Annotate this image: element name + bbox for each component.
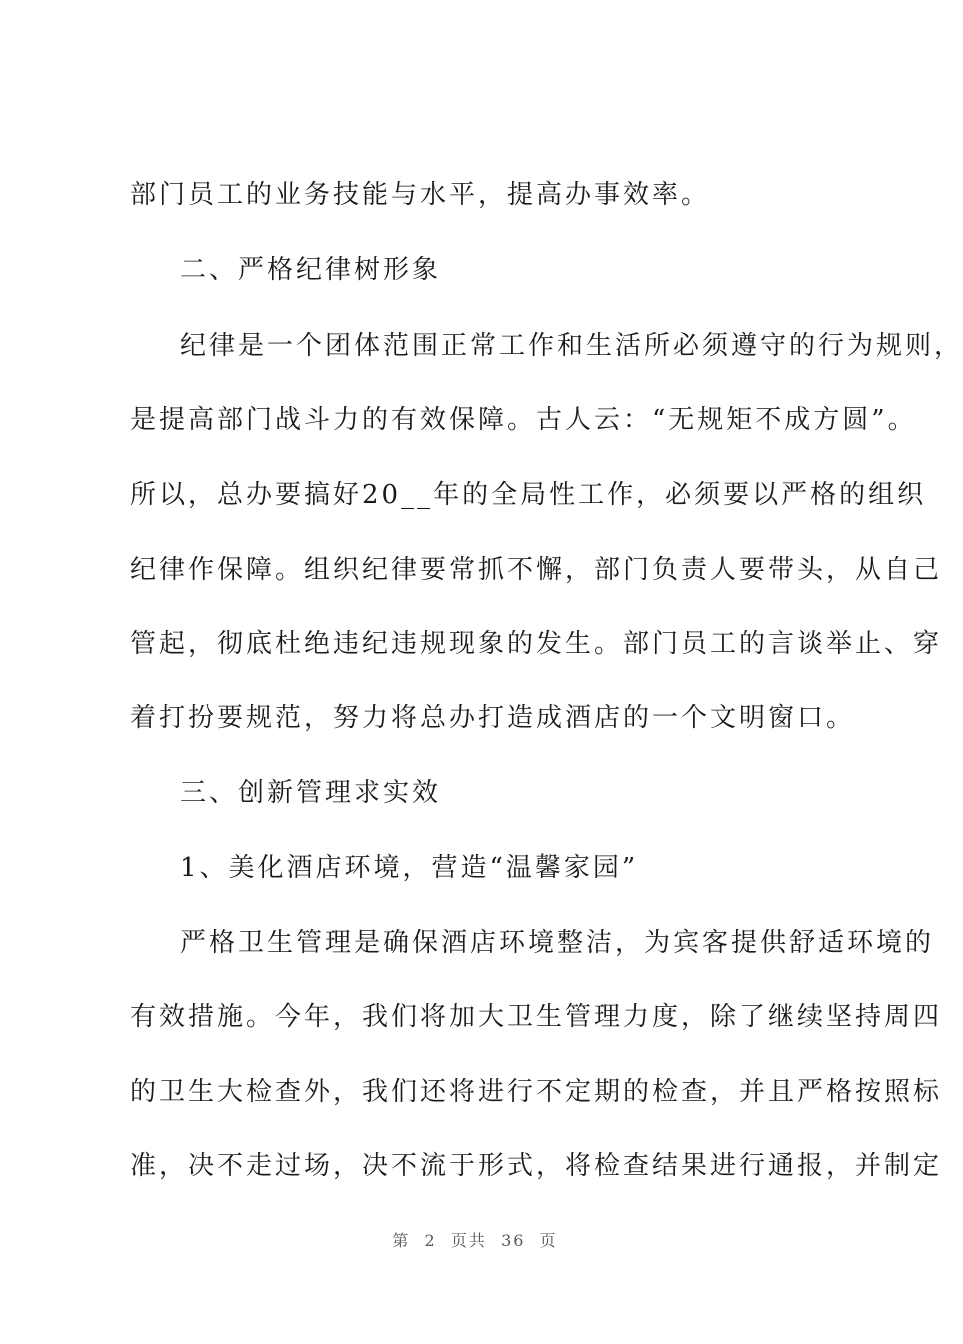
page-number-footer: 第 2 页共 36 页 [392,1231,558,1250]
text-line-3: 纪律是一个团体范围正常工作和生活所必须遵守的行为规则， [180,331,963,361]
text-line-13: 的卫生大检查外，我们还将进行不定期的检查，并且严格按照标 [130,1077,943,1107]
text-line-7: 管起，彻底杜绝违纪违规现象的发生。部门员工的言谈举止、穿 [130,629,943,659]
text-line-14: 准，决不走过场，决不流于形式，将检查结果进行通报，并制定 [130,1151,943,1181]
text-line-12: 有效措施。今年，我们将加大卫生管理力度，除了继续坚持周四 [130,1002,943,1032]
text-line-1: 部门员工的业务技能与水平，提高办事效率。 [130,180,711,210]
text-line-11: 严格卫生管理是确保酒店环境整洁，为宾客提供舒适环境的 [180,928,935,958]
text-line-4: 是提高部门战斗力的有效保障。古人云：“无规矩不成方圆”。 [130,405,917,435]
text-line-6: 纪律作保障。组织纪律要常抓不懈，部门负责人要带头，从自己 [130,555,943,585]
sub-heading-1: 1、美化酒店环境，营造“温馨家园” [180,853,639,883]
text-line-5: 所以，总办要搞好20__年的全局性工作，必须要以严格的组织 [130,480,927,510]
text-line-8: 着打扮要规范，努力将总办打造成酒店的一个文明窗口。 [130,703,856,733]
section-heading-2: 二、严格纪律树形象 [180,255,442,285]
section-heading-3: 三、创新管理求实效 [180,778,442,808]
